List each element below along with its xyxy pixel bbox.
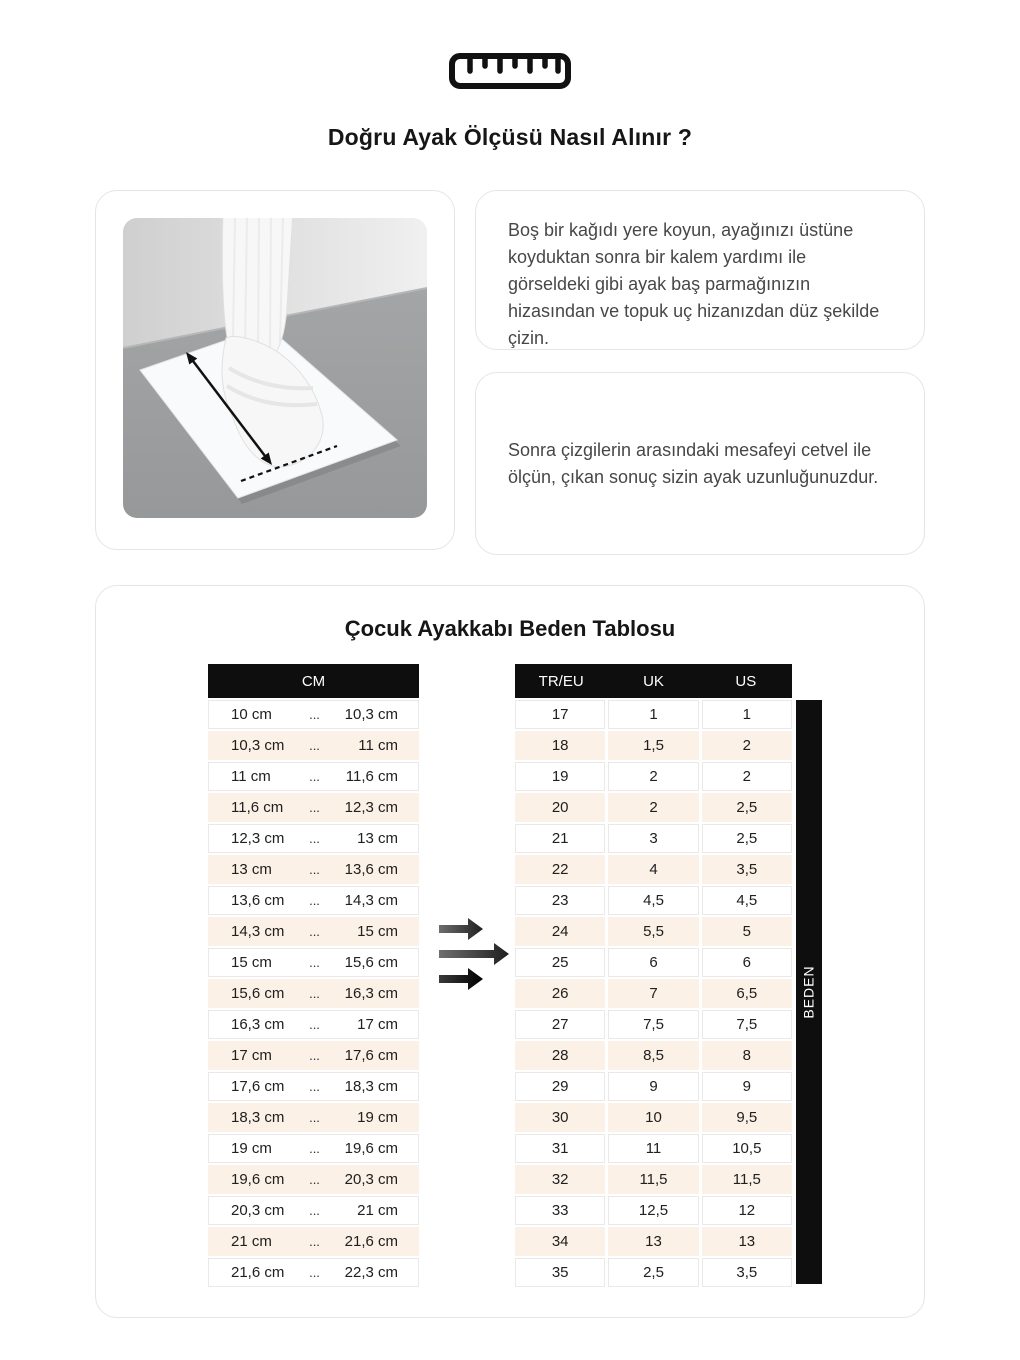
cm-range-separator: ... bbox=[309, 831, 320, 846]
cm-table-row bbox=[208, 793, 419, 822]
size-us-value: 5 bbox=[702, 917, 792, 946]
size-us-value: 2,5 bbox=[702, 824, 792, 853]
cm-table-row bbox=[208, 731, 419, 760]
cm-range-to: 17,6 cm bbox=[344, 1047, 398, 1064]
cm-range-from: 14,3 cm bbox=[231, 923, 285, 940]
cm-range-separator: ... bbox=[309, 893, 320, 908]
cm-range-from: 13,6 cm bbox=[231, 892, 285, 909]
size-uk-value: 8,5 bbox=[608, 1041, 698, 1070]
cm-range-to: 20,3 cm bbox=[344, 1171, 398, 1188]
cm-range-to: 13,6 cm bbox=[344, 861, 398, 878]
size-treu-value: 28 bbox=[515, 1041, 605, 1070]
cm-range-from: 18,3 cm bbox=[231, 1109, 285, 1126]
size-table-row bbox=[515, 917, 792, 946]
size-uk-value: 1,5 bbox=[608, 731, 698, 760]
size-treu-value: 34 bbox=[515, 1227, 605, 1256]
foot-on-paper-illustration bbox=[123, 218, 427, 518]
size-table-row bbox=[515, 1227, 792, 1256]
size-table-header-uk: UK bbox=[643, 672, 664, 690]
size-treu-value: 32 bbox=[515, 1165, 605, 1194]
size-treu-value: 17 bbox=[515, 700, 605, 729]
cm-table bbox=[208, 664, 419, 1289]
size-uk-value: 7 bbox=[608, 979, 698, 1008]
foot-measurement-photo bbox=[123, 218, 427, 518]
size-table-row bbox=[515, 700, 792, 729]
size-uk-value: 5,5 bbox=[608, 917, 698, 946]
size-table-row bbox=[515, 1258, 792, 1287]
size-treu-value: 18 bbox=[515, 731, 605, 760]
cm-range-to: 10,3 cm bbox=[344, 706, 398, 723]
size-table-row bbox=[515, 855, 792, 884]
cm-range-from: 15 cm bbox=[231, 954, 272, 971]
foot-measurement-photo-card bbox=[95, 190, 455, 550]
cm-range-to: 18,3 cm bbox=[344, 1078, 398, 1095]
cm-table-row bbox=[208, 1134, 419, 1163]
cm-table-row bbox=[208, 1041, 419, 1070]
size-table-row bbox=[515, 1010, 792, 1039]
cm-range-to: 13 cm bbox=[357, 830, 398, 847]
cm-range-from: 21 cm bbox=[231, 1233, 272, 1250]
size-uk-value: 7,5 bbox=[608, 1010, 698, 1039]
cm-range-separator: ... bbox=[309, 1234, 320, 1249]
cm-table-row bbox=[208, 762, 419, 791]
size-table-row bbox=[515, 793, 792, 822]
size-us-value: 3,5 bbox=[702, 1258, 792, 1287]
instruction-step-1: Boş bir kağıdı yere koyun, ayağınızı üstüne koyduktan sonra bir kalem yardımı ile görseldeki gibi ayak baş parmağınızın hizasından ve topuk uç hizanızdan düz şekilde çizin. bbox=[508, 220, 880, 348]
size-table-row bbox=[515, 1196, 792, 1225]
size-uk-value: 9 bbox=[608, 1072, 698, 1101]
size-uk-value: 3 bbox=[608, 824, 698, 853]
size-us-value: 2 bbox=[702, 762, 792, 791]
size-treu-value: 24 bbox=[515, 917, 605, 946]
size-us-value: 6 bbox=[702, 948, 792, 977]
size-treu-value: 29 bbox=[515, 1072, 605, 1101]
cm-table-row bbox=[208, 1072, 419, 1101]
size-uk-value: 4 bbox=[608, 855, 698, 884]
size-us-value: 4,5 bbox=[702, 886, 792, 915]
cm-table-row bbox=[208, 700, 419, 729]
cm-range-separator: ... bbox=[309, 986, 320, 1001]
cm-table-row bbox=[208, 1258, 419, 1287]
cm-range-from: 11 cm bbox=[231, 768, 271, 785]
size-us-value: 1 bbox=[702, 700, 792, 729]
size-table-row bbox=[515, 1165, 792, 1194]
cm-range-to: 12,3 cm bbox=[344, 799, 398, 816]
size-us-value: 2,5 bbox=[702, 793, 792, 822]
beden-label: BEDEN bbox=[801, 965, 818, 1019]
cm-range-separator: ... bbox=[309, 707, 320, 722]
size-table-row bbox=[515, 1134, 792, 1163]
size-us-value: 3,5 bbox=[702, 855, 792, 884]
cm-range-from: 12,3 cm bbox=[231, 830, 285, 847]
cm-range-separator: ... bbox=[309, 1048, 320, 1063]
size-table-row bbox=[515, 762, 792, 791]
size-treu-value: 19 bbox=[515, 762, 605, 791]
cm-range-separator: ... bbox=[309, 1172, 320, 1187]
size-table-body bbox=[515, 700, 792, 1287]
cm-table-row bbox=[208, 1165, 419, 1194]
size-chart-title: Çocuk Ayakkabı Beden Tablosu bbox=[344, 616, 676, 641]
cm-range-separator: ... bbox=[309, 738, 320, 753]
size-table-header-treu: TR/EU bbox=[538, 672, 584, 690]
size-treu-value: 35 bbox=[515, 1258, 605, 1287]
size-treu-value: 25 bbox=[515, 948, 605, 977]
cm-table-row bbox=[208, 917, 419, 946]
cm-range-separator: ... bbox=[309, 769, 320, 784]
size-treu-value: 20 bbox=[515, 793, 605, 822]
cm-range-separator: ... bbox=[309, 924, 320, 939]
transfer-arrows-icon bbox=[436, 916, 516, 995]
cm-table-row bbox=[208, 1196, 419, 1225]
instruction-card-2 bbox=[475, 372, 925, 555]
cm-range-separator: ... bbox=[309, 1203, 320, 1218]
cm-range-separator: ... bbox=[309, 1017, 320, 1032]
cm-range-to: 16,3 cm bbox=[344, 985, 398, 1002]
size-treu-value: 22 bbox=[515, 855, 605, 884]
cm-range-to: 21 cm bbox=[357, 1202, 398, 1219]
size-us-value: 13 bbox=[702, 1227, 792, 1256]
cm-range-to: 17 cm bbox=[357, 1016, 398, 1033]
cm-table-row bbox=[208, 1227, 419, 1256]
size-table-row bbox=[515, 1041, 792, 1070]
size-table-header-us: US bbox=[735, 672, 757, 690]
size-uk-value: 4,5 bbox=[608, 886, 698, 915]
size-uk-value: 1 bbox=[608, 700, 698, 729]
size-uk-value: 2,5 bbox=[608, 1258, 698, 1287]
size-treu-value: 31 bbox=[515, 1134, 605, 1163]
cm-table-row bbox=[208, 979, 419, 1008]
instruction-card-1 bbox=[475, 190, 925, 350]
size-us-value: 8 bbox=[702, 1041, 792, 1070]
cm-range-from: 20,3 cm bbox=[231, 1202, 285, 1219]
cm-range-separator: ... bbox=[309, 1079, 320, 1094]
cm-range-separator: ... bbox=[309, 955, 320, 970]
beden-side-bar bbox=[796, 700, 822, 1284]
cm-range-separator: ... bbox=[309, 1110, 320, 1125]
size-us-value: 12 bbox=[702, 1196, 792, 1225]
cm-range-separator: ... bbox=[309, 1141, 320, 1156]
cm-table-row bbox=[208, 824, 419, 853]
cm-range-from: 10 cm bbox=[231, 706, 272, 723]
size-treu-value: 30 bbox=[515, 1103, 605, 1132]
cm-range-from: 11,6 cm bbox=[231, 799, 284, 816]
size-uk-value: 11,5 bbox=[608, 1165, 698, 1194]
instruction-step-2: Sonra çizgilerin arasındaki mesafeyi cetvel ile ölçün, çıkan sonuç sizin ayak uzunluğunuzdur. bbox=[508, 439, 879, 487]
size-table-header bbox=[515, 664, 792, 698]
size-uk-value: 11 bbox=[608, 1134, 698, 1163]
size-uk-value: 13 bbox=[608, 1227, 698, 1256]
size-treu-value: 21 bbox=[515, 824, 605, 853]
cm-table-row bbox=[208, 886, 419, 915]
size-uk-value: 2 bbox=[608, 762, 698, 791]
size-treu-value: 26 bbox=[515, 979, 605, 1008]
cm-range-to: 19,6 cm bbox=[344, 1140, 398, 1157]
cm-range-to: 11,6 cm bbox=[345, 768, 398, 785]
size-table-row bbox=[515, 979, 792, 1008]
size-us-value: 9 bbox=[702, 1072, 792, 1101]
cm-table-row bbox=[208, 1010, 419, 1039]
size-us-value: 6,5 bbox=[702, 979, 792, 1008]
size-us-value: 2 bbox=[702, 731, 792, 760]
cm-range-from: 10,3 cm bbox=[231, 737, 285, 754]
size-uk-value: 12,5 bbox=[608, 1196, 698, 1225]
size-table-row bbox=[515, 824, 792, 853]
size-table-row bbox=[515, 1103, 792, 1132]
size-us-value: 10,5 bbox=[702, 1134, 792, 1163]
cm-range-to: 21,6 cm bbox=[344, 1233, 398, 1250]
size-table-row bbox=[515, 886, 792, 915]
size-table bbox=[515, 664, 792, 1289]
cm-table-row bbox=[208, 948, 419, 977]
cm-range-from: 19,6 cm bbox=[231, 1171, 285, 1188]
size-us-value: 9,5 bbox=[702, 1103, 792, 1132]
cm-range-from: 17,6 cm bbox=[231, 1078, 285, 1095]
page-title: Doğru Ayak Ölçüsü Nasıl Alınır ? bbox=[327, 124, 693, 150]
cm-range-to: 11 cm bbox=[358, 737, 398, 754]
size-treu-value: 23 bbox=[515, 886, 605, 915]
size-treu-value: 33 bbox=[515, 1196, 605, 1225]
size-table-row bbox=[515, 948, 792, 977]
cm-table-row bbox=[208, 1103, 419, 1132]
size-chart-card bbox=[95, 585, 925, 1318]
cm-range-from: 16,3 cm bbox=[231, 1016, 285, 1033]
size-table-row bbox=[515, 731, 792, 760]
size-us-value: 7,5 bbox=[702, 1010, 792, 1039]
cm-range-to: 22,3 cm bbox=[344, 1264, 398, 1281]
cm-range-to: 15 cm bbox=[357, 923, 398, 940]
size-treu-value: 27 bbox=[515, 1010, 605, 1039]
cm-range-from: 19 cm bbox=[231, 1140, 272, 1157]
cm-table-row bbox=[208, 855, 419, 884]
cm-range-from: 21,6 cm bbox=[231, 1264, 285, 1281]
size-uk-value: 2 bbox=[608, 793, 698, 822]
cm-table-header: CM bbox=[208, 664, 419, 698]
cm-range-from: 17 cm bbox=[231, 1047, 272, 1064]
cm-range-from: 13 cm bbox=[231, 861, 272, 878]
cm-range-from: 15,6 cm bbox=[231, 985, 285, 1002]
cm-table-body bbox=[208, 700, 419, 1287]
cm-range-separator: ... bbox=[309, 800, 320, 815]
cm-range-to: 15,6 cm bbox=[344, 954, 398, 971]
size-us-value: 11,5 bbox=[702, 1165, 792, 1194]
cm-range-separator: ... bbox=[309, 862, 320, 877]
size-uk-value: 10 bbox=[608, 1103, 698, 1132]
ruler-icon bbox=[0, 52, 1020, 95]
ruler-icon bbox=[448, 52, 572, 90]
cm-range-separator: ... bbox=[309, 1265, 320, 1280]
size-table-row bbox=[515, 1072, 792, 1101]
cm-range-to: 14,3 cm bbox=[344, 892, 398, 909]
cm-range-to: 19 cm bbox=[357, 1109, 398, 1126]
size-uk-value: 6 bbox=[608, 948, 698, 977]
